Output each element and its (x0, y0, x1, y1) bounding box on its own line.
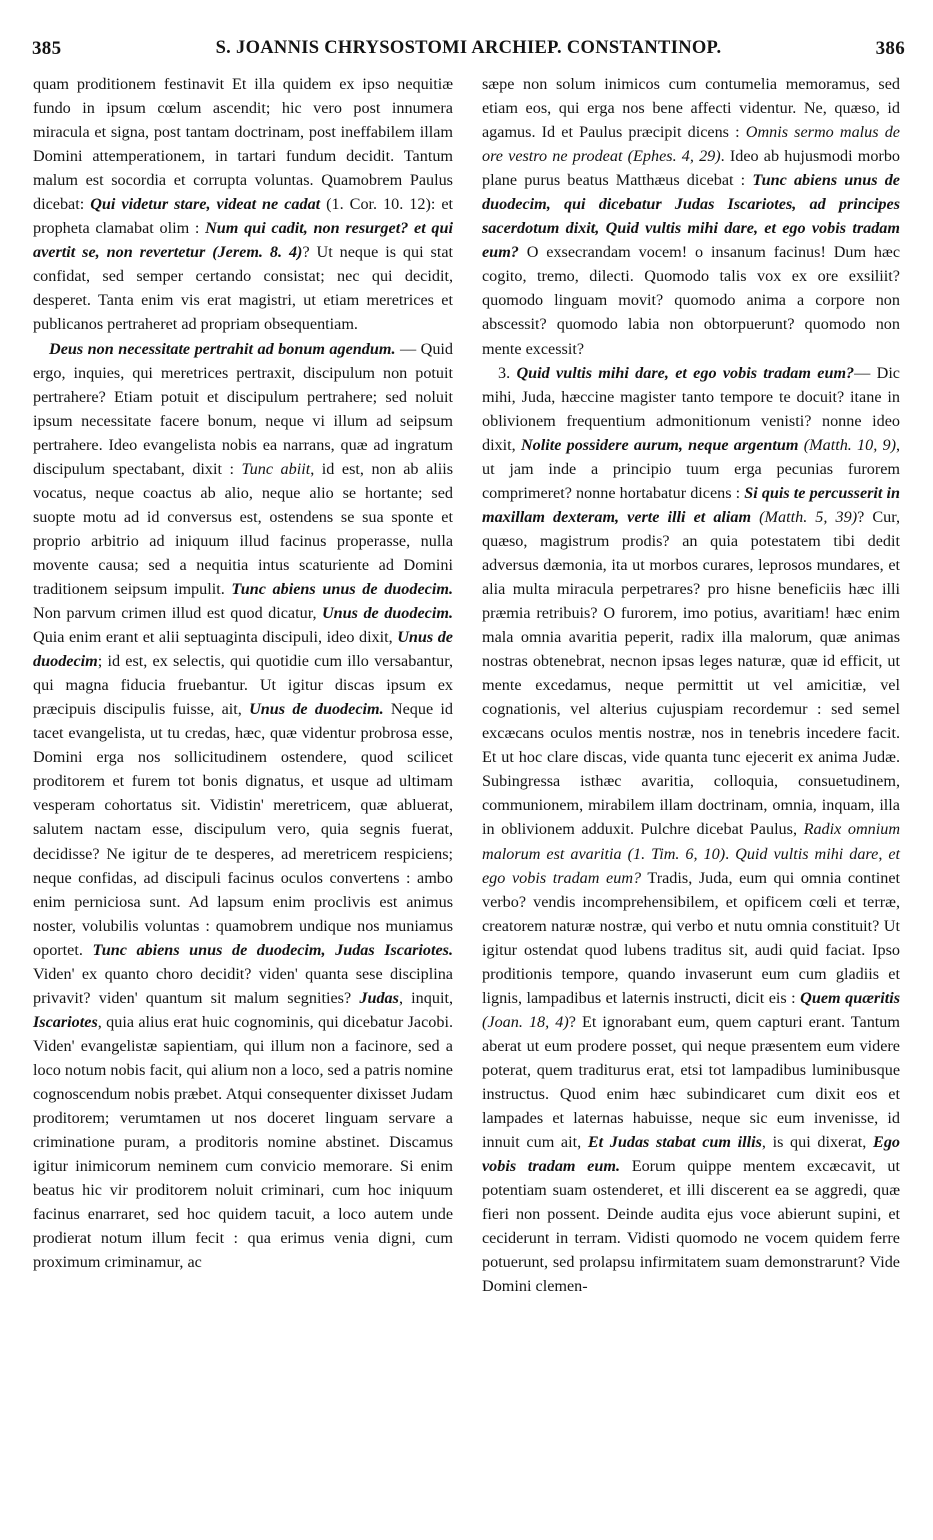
citation: (1. Cor. 10. 12) (326, 195, 431, 214)
quotation: Omnis sermo malus de ore vestro ne prodeat (482, 123, 900, 166)
running-title: S. JOANNIS CHRYSOSTOMI ARCHIEP. CONSTANTINOP. (215, 38, 722, 58)
text-run: : et propheta clamabat olim : (33, 195, 454, 238)
quotation: Et Judas stabat cum illis (587, 1133, 762, 1152)
quotation: Quid vultis mihi dare, et ego vobis tradam eum? (516, 363, 855, 382)
right-paragraph-1 (482, 72, 900, 361)
quotation: Unus de duodecim (33, 628, 453, 671)
quotation: Tunc abiens unus de duodecim. (231, 579, 453, 598)
citation: (Ephes. 4, 29) (627, 147, 721, 166)
quotation: Iscariotes (33, 1012, 98, 1031)
text-run: — Quid ergo, inquies, qui meretrices pertraxit, discipulum non potuit pertrahere? Etiam potuit et discipulum pertrahere; sed noluit ipsum necessitate facere bonum, neque vi illum ad seipsum pertrahere. Ideo evangelista nobis ea narrans, quæ ad ingratum discipulum spectabant, dixit : (33, 339, 454, 478)
quotation: Radix omnium malorum est avaritia (482, 820, 901, 863)
text-run: . (725, 844, 730, 863)
text-run: ? Et ignorabant eum, quem capturi erant. Tantum aberat ut eum prodere posset, qui neque præsentem eum videre poterat, quem traditurus erat, etsi tot lampadibus luminibusque instructus. Quod enim hæc subindicaret cum dixit eos et lampades et laternas habuisse, neque sic eum invenisse, id innuit cum ait, (482, 1012, 900, 1152)
citation: (Matth. 5, 39) (759, 507, 858, 526)
citation: (Jerem. 8. 4) (212, 243, 303, 262)
text-run: Viden' ex quanto choro decidit? viden' quanta sese disciplina privavit? viden' quantum sit malum segnities? (33, 964, 453, 1007)
text-run: O exsecrandam vocem! o insanum facinus! Dum hæc cogito, tremo, dilecti. Quomodo talis vox ex ore exsiliit? quomodo linguam movit? quomodo anima a corpore non abscessit? quomodo labia non obtorpuerunt? quomodo non mente excessit? (482, 243, 900, 358)
text-run: ? Ut neque is qui stat confidat, sed semper certando consistat; nec qui decidit, desperet. Tanta enim vis erat magistri, ut etiam meretrices et publicanos pertraheret ad propriam obsequentiam. (33, 243, 453, 334)
text-run: , quia alius erat huic cognominis, qui dicebatur Jacobi. Viden' evangelistæ sapientiam, qui illum non a facinore, sed a loco notum nobis facit, qui alium non a loco, sed a patris nomine cognoscendum nobis præbet. Atqui consequenter dixisset Judam proditorem; verumtamen ut nos doceret linguam servare a criminatione puram, a proditoris nomine abstinet. Discamus igitur inimicorum neminem cum convicio memorare. Si enim beatus hic vir proditorem noluit criminari, cum hoc iniquum facinus enarraret, sed hoc quidem tacuit, a loco autem unde prodierat notum illum fecit : qua erimus venia digni, cum proximum criminamur, ac (33, 1012, 453, 1272)
text-run: quam proditionem festinavit Et illa quidem ex ipso nequitiæ fundo in ipsum cœlum ascendit; hic vero post innumera miracula et signa, post tantam doctrinam, post ineffabilem illam Domini attemperationem, in tartari fundum decidit. Tantum malum est socordia et corrupta voluntas. Quamobrem Paulus dicebat: (33, 75, 453, 214)
quotation: Unus de duodecim. (249, 700, 384, 719)
text-run: Non parvum crimen illud est quod dicatur, (33, 604, 317, 623)
quotation: Nolite possidere aurum, neque argentum (520, 435, 799, 454)
quotation: Tunc abiens unus de duodecim, qui dicebatur Judas Iscariotes, ad principes sacerdotum dixit, Quid vultis mihi dare, et ego vobis tradam eum? (482, 171, 900, 262)
section-heading: Deus non necessitate pertrahit ad bonum agendum. (49, 339, 396, 358)
left-paragraph-2 (33, 337, 453, 1275)
text-run: ; id est, ex selectis, qui quotidie cum illo versabantur, qui magna fiducia fruebantur. Ut igitur discas ipsum ex præcipuis discipulis fuisse, ait, (33, 652, 453, 719)
text-run: , ut jam inde a principio tuum erga pecunias furorem comprimeret? nonne hortabatur dicens : (482, 435, 901, 502)
text-run: . Ideo ab hujusmodi morbo plane purus beatus Matthæus dicebat : (482, 147, 901, 190)
right-column (482, 72, 900, 1298)
text-run: , is qui dixerat, (761, 1133, 867, 1152)
quotation: Ego vobis tradam eum. (482, 1133, 901, 1176)
quotation: Unus de duodecim. (321, 604, 453, 623)
citation: (Joan. 18, 4) (482, 1012, 569, 1031)
citation: (1. Tim. 6, 10) (627, 844, 726, 863)
text-run: , inquit, (398, 988, 454, 1007)
left-paragraph-1 (33, 72, 453, 337)
right-paragraph-2 (482, 361, 900, 1299)
text-run: sæpe non solum inimicos cum contumelia memoramus, sed etiam eos, qui erga nos bene affecti videntur. Ne, quæso, id agamus. Id et Paulus præcipit dicens : (482, 75, 900, 142)
section-number: 3. (498, 363, 511, 382)
text-run: , id est, non ab aliis vocatus, neque coactus ab alio, neque alio se hortante; sed suopte motu ad id conversus est, ostendens se sua sponte et proprio arbitrio ad iniquum illud facinus properasse, nulla movente causa; sed a nequitia intus scaturiente ad Domini traditionem seipsum impulit. (33, 459, 454, 598)
left-column (33, 72, 453, 1274)
text-run: Eorum quippe mentem excæcavit, ut potentiam suam ostenderet, et illi discerent ea se aggredi, quæ fieri non possent. Deinde audita ejus voce abierunt supini, et ceciderunt in terram. Vidisti quomodo ne vocem quidem ferre potuerunt, sed prolapsu infirmitatem suam demonstrarunt? Vide Domini clemen- (482, 1157, 900, 1296)
page-number-left: 385 (32, 38, 62, 59)
text-run: Neque id tacet evangelista, ut tu credas, hæc, quæ videntur probrosa esse, Domini erga nos sollicitudinem ostendere, quod scilicet proditorem et furem tot bonis dignatus, et usque ad ultimam vesperam cohortatus sit. Vidistin' meretricem, quæ abluerat, salutem nactam esse, discipulum vero, quia segnis fuerat, decidisse? Ne igitur de te desperes, ad meretricem respiciens; neque confidas, ad discipuli facinus oculos convertens : ambo enim perniciosa sunt. Ad lapsum enim proclivis est animus noster, volubilis voluntas : quamobrem undique nos muniamus oportet. (33, 700, 454, 959)
quotation: Tunc abiens unus de duodecim, Judas Iscariotes. (92, 940, 454, 959)
quotation: Quid vultis mihi dare, et ego vobis tradam eum? (482, 844, 901, 887)
quotation: Qui videtur stare, videat ne cadat (90, 195, 321, 214)
quotation: Si quis te percusserit in maxillam dexteram, verte illi et aliam (482, 483, 901, 526)
quotation: Judas (359, 988, 399, 1007)
running-header (32, 38, 905, 66)
quotation: Quem quæritis (800, 988, 900, 1007)
quotation: Num qui cadit, non resurget? et qui avertit se, non revertetur (33, 219, 454, 262)
text-run: — Dic mihi, Juda, hæccine magister tanto tempore te docuit? itane in oblivionem frequentium admonitionum venisti? nonne ideo dixit, (482, 363, 900, 454)
quotation: Tunc abiit (241, 459, 311, 478)
text-run: Quia enim erant et alii septuaginta discipuli, ideo dixit, (33, 628, 393, 647)
page-number-right: 386 (875, 38, 905, 59)
citation: (Matth. 10, 9) (803, 435, 896, 454)
text-run: Tradis, Juda, eum qui omnia continet verbo? vendis incomprehensibilem, et opificem cœli et terræ, creatorem naturæ nostræ, qui verbo et nutu omnia constituit? Ut igitur ostendat quod lubens traditus sit, audi quid faciat. Ipso proditionis tempore, quando invaserunt eum cum gladiis et lignis, lampadibus et laternis instructi, dicit eis : (482, 868, 900, 1007)
text-run: ? Cur, quæso, magistrum prodis? an quia potestatem tibi dedit adversus dæmonia, ita ut morbos curares, leprosos mundares, et alia multa miracula perpetrares? pro hisne beneficiis hæc illi præmia retribuis? O furorem, imo potius, avaritiam! hæc enim mala omnia avaritia peperit, radix illa malorum, quæ animas nostras obtenebrat, necnon ipsas leges naturæ, quæ id efficit, ut mente excedamus, neque permittit ut vel amicitiæ, vel cognationis, vel alterius cujuspiam recordemur : sed semel excæcans oculos mentis nostræ, nos in tenebris incedere facit. Et ut hoc clare discas, vide quanta tunc ejecerit ex anima Judæ. Subingressa isthæc avaritia, colloquia, consuetudinem, communionem, mirabilem illam doctrinam, omnia, inquam, illa in oblivionem adduxit. Pulchre dicebat Paulus, (482, 507, 901, 839)
